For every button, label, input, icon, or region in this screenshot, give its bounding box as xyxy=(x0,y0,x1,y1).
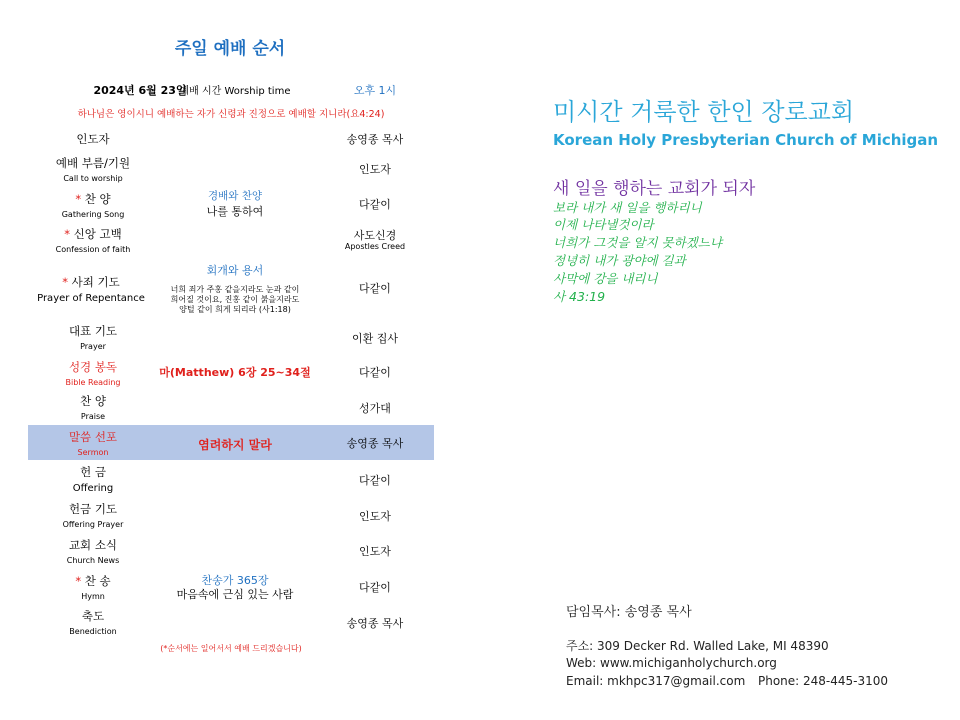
item-person: 송영종 목사 xyxy=(346,617,404,630)
item-person: 송영종 목사 xyxy=(346,133,404,146)
item-person: 다같이 xyxy=(359,198,391,211)
item-label-en: Hymn xyxy=(81,592,105,601)
list-item xyxy=(28,191,158,219)
item-label-en: Confession of faith xyxy=(55,245,131,254)
list-item xyxy=(28,274,154,304)
item-label-en: Call to worship xyxy=(63,174,123,183)
item-person-en: Apostles Creed xyxy=(344,242,406,251)
item-person: 인도자 xyxy=(359,545,391,558)
item-label-en: Offering Prayer xyxy=(62,520,124,529)
item-label: 성경 봉독 xyxy=(68,360,118,374)
item-label: 인도자 xyxy=(76,132,110,146)
sermon-title: 염려하지 말라 xyxy=(198,438,272,452)
list-item xyxy=(28,537,158,565)
item-label-en: Sermon xyxy=(77,448,109,457)
slogan-verse-line: 사막에 강을 내리니 xyxy=(553,271,658,286)
list-item xyxy=(28,359,158,387)
list-item xyxy=(28,226,158,254)
repentance-line: 너희 죄가 주홍 같을지라도 눈과 같이 xyxy=(170,285,300,294)
item-person: 인도자 xyxy=(359,510,391,523)
item-label-en: Gathering Song xyxy=(61,210,125,219)
item-label: 찬 양 xyxy=(80,394,106,408)
repentance-title: 회개와 용서 xyxy=(206,264,264,277)
worship-time-label: 예배 시간 Worship time xyxy=(179,86,291,97)
program-title: 주일 예배 순서 xyxy=(174,39,286,59)
item-person: 성가대 xyxy=(359,402,391,415)
item-label: 헌금 기도 xyxy=(68,502,118,516)
item-person: 사도신경 xyxy=(353,229,397,242)
standing-mark: * xyxy=(64,227,74,241)
item-label: 사죄 기도 xyxy=(71,275,120,289)
standing-mark: * xyxy=(75,192,85,206)
item-person: 다같이 xyxy=(359,581,391,594)
standing-mark: * xyxy=(62,275,72,289)
item-person: 이환 집사 xyxy=(351,332,398,345)
item-label-en: Prayer of Repentance xyxy=(37,293,145,304)
standing-footnote: (*순서에는 일어서서 예배 드리겠습니다) xyxy=(160,644,302,653)
standing-mark: * xyxy=(75,574,85,588)
worship-time: 오후 1시 xyxy=(353,84,397,97)
slogan-verse-line: 너희가 그것을 알지 못하겠느냐 xyxy=(553,235,722,250)
item-person: 송영종 목사 xyxy=(346,437,404,450)
item-label: 축도 xyxy=(81,609,105,623)
item-label: 예배 부름/기원 xyxy=(55,156,131,170)
church-email: Email: mkhpc317@gmail.com xyxy=(566,674,746,688)
church-phone: Phone: 248-445-3100 xyxy=(758,674,889,688)
item-person: 인도자 xyxy=(359,163,391,176)
slogan-verse-line: 이제 나타낼것이라 xyxy=(553,217,654,232)
hymn-name: 마음속에 근심 있는 사람 xyxy=(176,588,294,601)
pastor-name: 담임목사: 송영종 목사 xyxy=(566,605,692,620)
service-date: 2024년 6월 23일 xyxy=(93,84,187,97)
item-label: 헌 금 xyxy=(80,465,106,479)
header-verse: 하나님은 영이시니 예배하는 자가 신령과 진정으로 예배할 지니라(요4:24) xyxy=(77,109,385,120)
item-label: 대표 기도 xyxy=(68,324,118,338)
item-label: 말씀 선포 xyxy=(68,430,118,444)
scripture-reference: 마(Matthew) 6장 25~34절 xyxy=(159,366,311,379)
hymn-number: 찬송가 365장 xyxy=(201,574,269,587)
item-label-en: Prayer xyxy=(80,342,106,351)
church-address: 주소: 309 Decker Rd. Walled Lake, MI 48390 xyxy=(566,639,829,653)
item-person: 다같이 xyxy=(359,366,391,379)
list-item xyxy=(28,429,158,457)
church-name-korean: 미시간 거룩한 한인 장로교회 xyxy=(553,98,855,126)
church-slogan: 새 일을 행하는 교회가 되자 xyxy=(553,179,756,199)
song-category: 경배와 찬양 xyxy=(207,190,263,202)
repentance-line: 양털 같이 희게 되리라 (사1:18) xyxy=(179,305,291,314)
item-person: 다같이 xyxy=(359,282,391,295)
item-label-en: Benediction xyxy=(69,627,117,636)
item-label-en: Praise xyxy=(80,412,106,421)
item-label: 신앙 고백 xyxy=(73,227,122,241)
slogan-verse-line: 보라 내가 새 일을 행하리니 xyxy=(553,200,702,215)
item-label: 찬 송 xyxy=(84,574,111,588)
church-website: Web: www.michiganholychurch.org xyxy=(566,656,777,670)
item-label: 교회 소식 xyxy=(68,538,118,552)
repentance-line: 희어질 것이요, 진홍 같이 붉을지라도 xyxy=(170,295,300,304)
item-label-en: Bible Reading xyxy=(65,378,121,387)
list-item xyxy=(28,155,158,183)
list-item xyxy=(28,608,158,636)
list-item xyxy=(28,464,158,494)
slogan-verse-line: 정녕히 내가 광야에 길과 xyxy=(553,253,686,268)
list-item xyxy=(28,393,158,421)
item-person: 다같이 xyxy=(359,474,391,487)
item-label-en: Offering xyxy=(72,483,114,494)
song-name: 나를 통하여 xyxy=(206,205,264,218)
list-item xyxy=(28,131,158,147)
list-item xyxy=(28,573,158,601)
item-label: 찬 양 xyxy=(84,192,111,206)
list-item xyxy=(28,323,158,351)
item-label-en: Church News xyxy=(66,556,120,565)
list-item xyxy=(28,501,158,529)
slogan-verse-reference: 사 43:19 xyxy=(553,289,606,304)
church-name-english: Korean Holy Presbyterian Church of Michigan xyxy=(553,131,939,149)
